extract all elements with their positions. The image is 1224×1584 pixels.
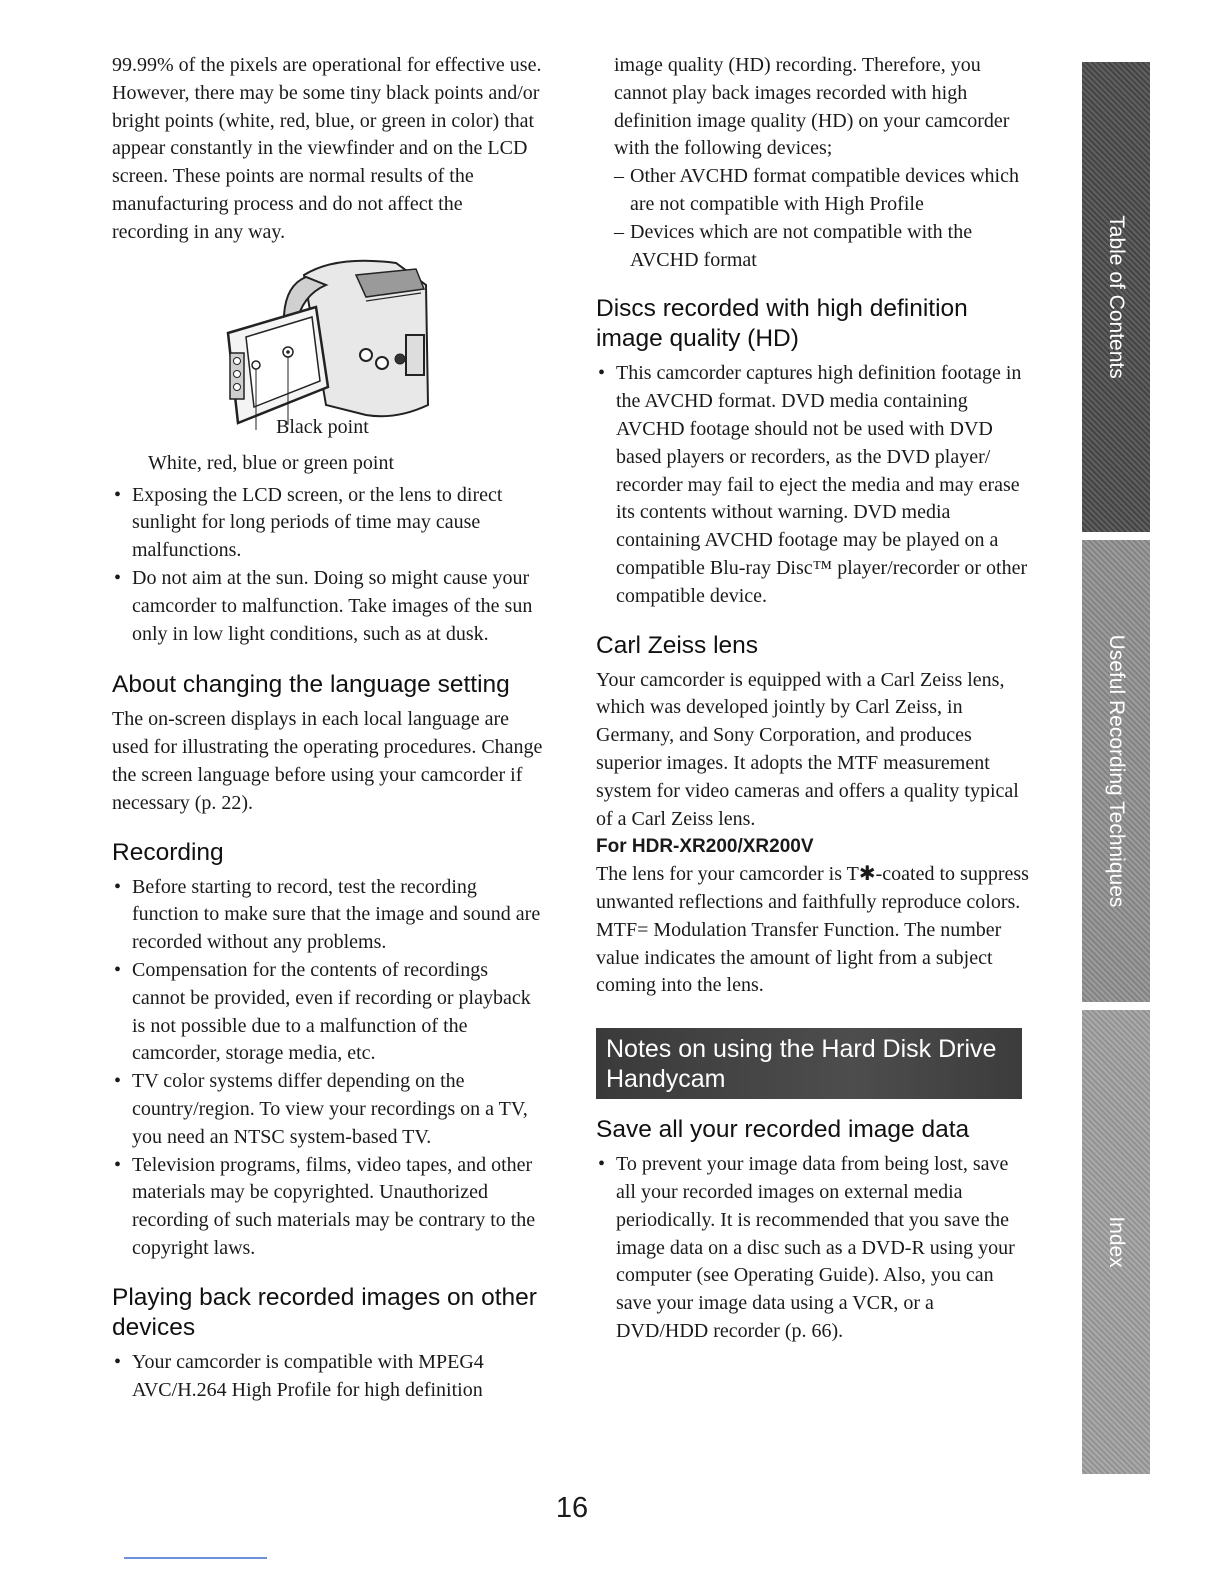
continued-paragraph: image quality (HD) recording. Therefore, you cannot play back images recorded with high definition image quality (HD) on your camcorder with the following devices; xyxy=(614,54,1010,160)
list-item: • TV color systems differ depending on the country/region. To view your recordings on a TV, you need an NTSC system-based TV. xyxy=(112,1068,544,1151)
tab-index[interactable] xyxy=(1082,1010,1150,1474)
model-subheading: For HDR-XR200/XR200V xyxy=(596,836,814,858)
lens-coating-paragraph: The lens for your camcorder is T✱-coated to suppress unwanted reflections and faithfully reproduce colors. xyxy=(596,863,1029,913)
tab-label: Index xyxy=(1105,1216,1128,1268)
save-bullets xyxy=(596,1151,1030,1346)
section-banner-hdd-notes: Notes on using the Hard Disk Drive Handycam xyxy=(596,1028,1022,1099)
list-item: – Devices which are not compatible with the AVCHD format xyxy=(614,219,1030,275)
list-item: • Exposing the LCD screen, or the lens to direct sunlight for long periods of time may cause malfunctions. xyxy=(112,482,544,565)
lcd-pixel-figure xyxy=(112,255,544,480)
footer-rule xyxy=(124,1557,267,1559)
list-item: • Before starting to record, test the recording function to make sure that the image and sound are recorded without any problems. xyxy=(112,874,544,957)
incompatible-devices-list xyxy=(596,163,1030,274)
tab-table-of-contents[interactable] xyxy=(1082,62,1150,532)
list-item: – Other AVCHD format compatible devices which are not compatible with High Profile xyxy=(614,163,1030,219)
page-number: 16 xyxy=(555,1492,589,1524)
left-column xyxy=(112,52,544,1404)
discs-bullets xyxy=(596,360,1030,610)
mtf-paragraph: MTF= Modulation Transfer Function. The number value indicates the amount of light from a subject coming into the lens. xyxy=(596,918,1002,997)
list-item: • Your camcorder is compatible with MPEG4 AVC/H.264 High Profile for high definition xyxy=(112,1349,544,1405)
right-column xyxy=(596,52,1030,1346)
heading-save-data: Save all your recorded image data xyxy=(596,1116,970,1144)
playing-bullets xyxy=(112,1349,544,1405)
color-point-label: White, red, blue or green point xyxy=(148,451,395,474)
heading-carl-zeiss: Carl Zeiss lens xyxy=(596,631,759,659)
tab-useful-recording-techniques[interactable] xyxy=(1082,540,1150,1002)
heading-playing-back: Playing back recorded images on other devices xyxy=(112,1283,537,1341)
heading-discs-hd: Discs recorded with high definition image quality (HD) xyxy=(596,295,968,353)
heading-recording: Recording xyxy=(112,838,224,866)
list-item: • To prevent your image data from being lost, save all your recorded images on external media periodically. It is recommended that you save the image data on a disc such as a DVD-R using your computer (see Operating Guide). Also, you can save your image data using a VCR, or a DVD/HDD recorder (p. 66). xyxy=(596,1151,1030,1346)
list-item: • This camcorder captures high definition footage in the AVCHD format. DVD media containing AVCHD footage should not be used with DVD based players or recorders, as the DVD player/ recorder may fail to eject the media and may erase its contents without warning. DVD media containing AVCHD footage may be played on a compatible Blu-ray Disc™ player/recorder or other compatible device. xyxy=(596,360,1030,610)
list-item: • Compensation for the contents of recordings cannot be provided, even if recording or playback is not possible due to a malfunction of the camcorder, storage media, etc. xyxy=(112,957,544,1068)
tab-label: Useful Recording Techniques xyxy=(1105,634,1128,908)
pixel-note-paragraph: 99.99% of the pixels are operational for effective use. However, there may be some tiny black points and/or bright points (white, red, blue, or green in color) that appear constantly in the viewfinder and on the LCD screen. These points are normal results of the manufacturing process and do not affect the recording in any way. xyxy=(112,54,542,243)
list-item: • Do not aim at the sun. Doing so might cause your camcorder to malfunction. Take images of the sun only in low light conditions, such as at dusk. xyxy=(112,565,544,648)
list-item: • Television programs, films, video tapes, and other materials may be copyrighted. Unauthorized recording of such materials may be contrary to the copyright laws. xyxy=(112,1152,544,1263)
side-navigation-tabs xyxy=(1082,62,1150,1474)
heading-language-setting: About changing the language setting xyxy=(112,671,510,699)
sunlight-bullets xyxy=(112,482,544,649)
camcorder-illustration xyxy=(216,255,456,430)
recording-bullets xyxy=(112,874,544,1263)
language-setting-paragraph: The on-screen displays in each local language are used for illustrating the operating procedures. Change the screen language before using your camcorder if necessary (p. 22). xyxy=(112,708,543,814)
black-point-label: Black point xyxy=(276,415,369,438)
tab-label: Table of Contents xyxy=(1105,215,1128,379)
carl-zeiss-paragraph: Your camcorder is equipped with a Carl Zeiss lens, which was developed jointly by Carl Zeiss, in Germany, and Sony Corporation, and produces superior images. It adopts the MTF measurement system for video cameras and offers a quality typical of a Carl Zeiss lens. xyxy=(596,668,1019,830)
